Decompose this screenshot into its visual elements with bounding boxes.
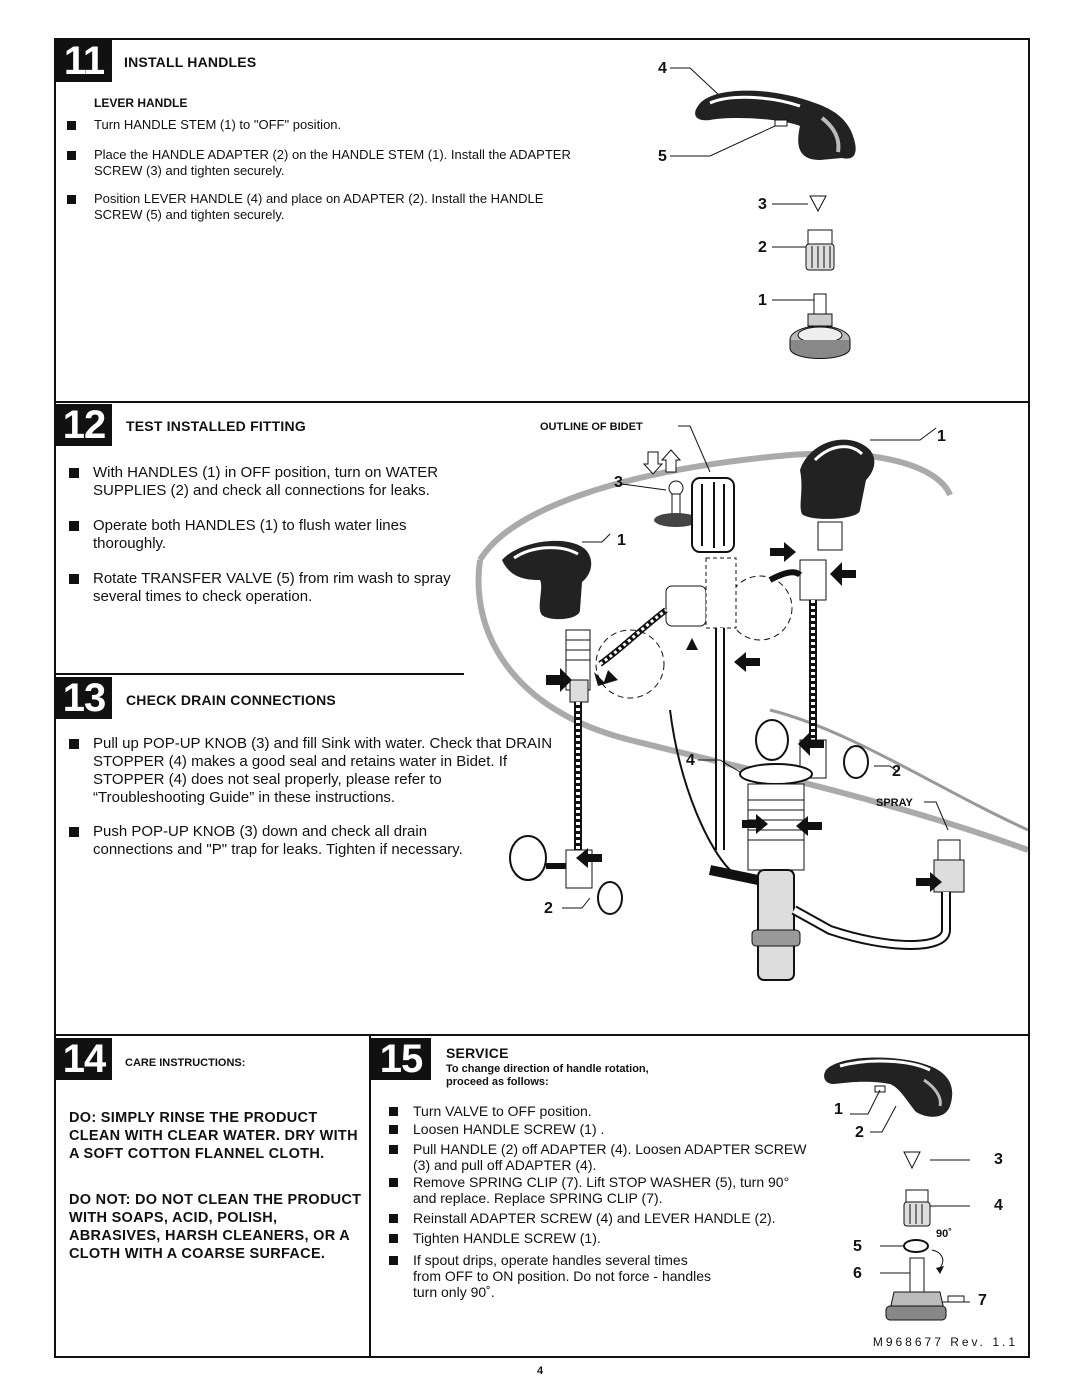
step-15-title: SERVICE (446, 1045, 509, 1061)
step-12-bullet-3: Rotate TRANSFER VALVE (5) from rim wash to spray several times to check operation. (93, 570, 463, 606)
step-13-number: 13 (56, 677, 112, 719)
step-11-title: INSTALL HANDLES (124, 54, 257, 70)
step-15-label-4: 4 (994, 1197, 1003, 1214)
step-11-label-5: 5 (658, 148, 667, 165)
step-11-bullet-1: Turn HANDLE STEM (1) to "OFF" position. (94, 117, 574, 133)
divider-13-14 (54, 1034, 1030, 1036)
diagram-label-3: 3 (614, 474, 623, 491)
step-15-label-1: 1 (834, 1101, 843, 1118)
divider-12-13 (54, 673, 464, 675)
diagram-label-2-left: 2 (544, 900, 553, 917)
bidet-plumbing-diagram (470, 410, 1028, 1010)
page-number: 4 (536, 1365, 544, 1377)
step-12-title: TEST INSTALLED FITTING (126, 418, 306, 434)
step-11-bullet-2: Place the HANDLE ADAPTER (2) on the HANDLE STEM (1). Install the ADAPTER SCREW (3) and tighten securely. (94, 147, 574, 179)
step-15-bullet-7: If spout drips, operate handles several times from OFF to ON position. Do not force - handles turn only 90˚. (413, 1252, 712, 1300)
step-11-label-4: 4 (658, 60, 667, 77)
divider-14-15 (369, 1034, 371, 1358)
outline-of-bidet-label: OUTLINE OF BIDET (540, 421, 643, 433)
diagram-label-2-right: 2 (892, 763, 901, 780)
service-handle-exploded-illustration (820, 1040, 1020, 1330)
step-11-label-3: 3 (758, 196, 767, 213)
step-15-bullet-2: Loosen HANDLE SCREW (1) . (413, 1121, 833, 1137)
step-15-bullet-4: Remove SPRING CLIP (7). Lift STOP WASHER (5), turn 90° and replace. Replace SPRING CLIP (7). (413, 1174, 813, 1206)
step-15-bullet-6: Tighten HANDLE SCREW (1). (413, 1230, 833, 1246)
step-13-bullet-1: Pull up POP-UP KNOB (3) and fill Sink with water. Check that DRAIN STOPPER (4) makes a good seal and retains water in Bidet. If STOPPER (4) does not seal properly, please refer to “Troubleshooting Guide” in these instructions. (93, 735, 555, 807)
step-15-angle-label: 90˚ (936, 1228, 952, 1240)
step-15-bullet-3: Pull HANDLE (2) off ADAPTER (4). Loosen ADAPTER SCREW (3) and pull off ADAPTER (4). (413, 1141, 813, 1173)
step-15-label-2: 2 (855, 1124, 864, 1141)
step-11-subtitle: LEVER HANDLE (94, 96, 188, 110)
lever-handle-exploded-illustration (650, 48, 910, 368)
care-do-text: DO: SIMPLY RINSE THE PRODUCT CLEAN WITH CLEAR WATER. DRY WITH A SOFT COTTON FLANNEL CLOTH. (69, 1110, 358, 1162)
step-12-bullet-1: With HANDLES (1) in OFF position, turn on WATER SUPPLIES (2) and check all connections for leaks. (93, 464, 483, 500)
step-15-label-7: 7 (978, 1292, 987, 1309)
step-14-title: CARE INSTRUCTIONS: (125, 1057, 246, 1069)
step-15-note: To change direction of handle rotation, proceed as follows: (446, 1063, 649, 1088)
step-11-bullet-3: Position LEVER HANDLE (4) and place on ADAPTER (2). Install the HANDLE SCREW (5) and tighten securely. (94, 191, 554, 223)
step-12-bullet-2: Operate both HANDLES (1) to flush water lines thoroughly. (93, 517, 433, 553)
step-15-bullet-5: Reinstall ADAPTER SCREW (4) and LEVER HANDLE (2). (413, 1210, 853, 1226)
step-13-bullet-2: Push POP-UP KNOB (3) down and check all drain connections and "P" trap for leaks. Tighten if necessary. (93, 823, 473, 859)
step-12-number: 12 (56, 404, 112, 446)
step-15-bullet-1: Turn VALVE to OFF position. (413, 1103, 833, 1119)
document-id: M968677 Rev. 1.1 (872, 1335, 1018, 1349)
step-13-title: CHECK DRAIN CONNECTIONS (126, 692, 336, 708)
step-15-label-3: 3 (994, 1151, 1003, 1168)
step-15-label-5: 5 (853, 1238, 862, 1255)
diagram-label-4: 4 (686, 752, 695, 769)
divider-11-12 (54, 401, 1030, 403)
diagram-label-1-right: 1 (937, 428, 946, 445)
step-11-label-2: 2 (758, 239, 767, 256)
step-11-label-1: 1 (758, 292, 767, 309)
step-15-number: 15 (371, 1038, 431, 1080)
step-14-number: 14 (56, 1038, 112, 1080)
care-donot-text: DO NOT: DO NOT CLEAN THE PRODUCT WITH SOAPS, ACID, POLISH, ABRASIVES, HARSH CLEANERS, OR A CLOTH WITH A COARSE SURFACE. (69, 1192, 362, 1262)
step-15-label-6: 6 (853, 1265, 862, 1282)
step-11-number: 11 (56, 40, 112, 82)
diagram-label-1-left: 1 (617, 532, 626, 549)
spray-label: SPRAY (876, 797, 913, 809)
